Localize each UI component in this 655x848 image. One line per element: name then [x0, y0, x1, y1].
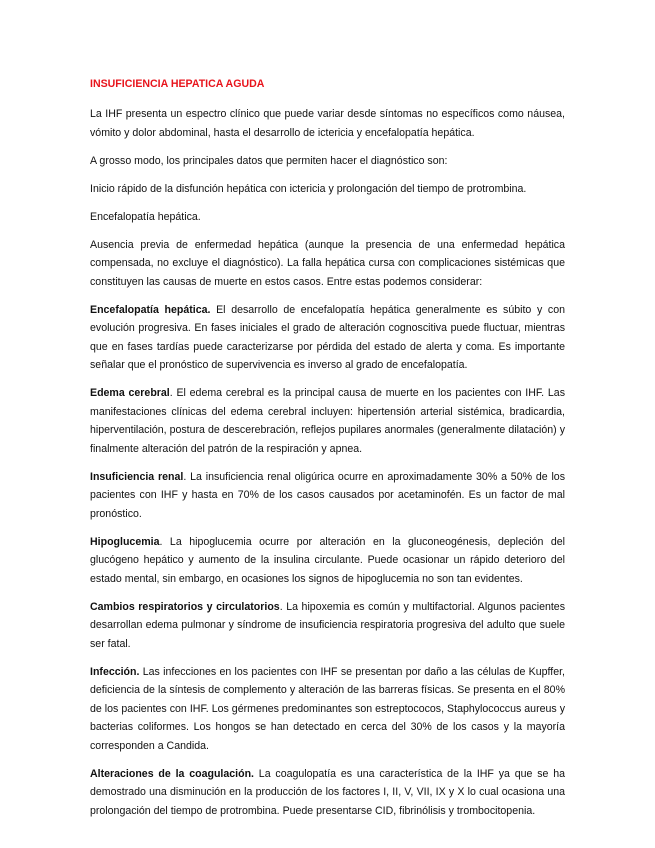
intro-paragraph-2: A grosso modo, los principales datos que permiten hacer el diagnóstico son:	[90, 154, 448, 167]
section-body: Las infecciones en los pacientes con IHF se presentan por daño a las células de Kupffer, deficiencia de la síntesis de complemento y alteración de las barreras físicas. Se presenta en el 80% de los pacientes con IHF. Los gérmenes predominantes son estreptococos, Staphylococcus aureus y bacterias coliformes. Los hongos se han detectado en cerca del 30% de los casos y la mayoría corresponden a Candida.	[90, 665, 565, 752]
section-hipoglucemia	[90, 533, 565, 589]
section-heading: Edema cerebral	[90, 387, 170, 399]
section-heading: Alteraciones de la coagulación.	[90, 767, 254, 780]
section-heading: Cambios respiratorios y circulatorios	[90, 600, 280, 613]
intro-paragraph-1: La IHF presenta un espectro clínico que puede variar desde síntomas no específicos como náusea, vómito y dolor abdominal, hasta el desarrollo de ictericia y encefalopatía hepática.	[90, 108, 565, 139]
section-body: El desarrollo de encefalopatía hepática generalmente es súbito y con evolución progresiva. En fases iniciales el grado de alteración cognoscitiva puede fluctuar, mientras que en fases tardías puede caracterizarse por pérdida del estado de alerta y coma. Es importante señalar que el pronóstico de supervivencia es inverso al grado de encefalopatía.	[90, 303, 565, 371]
intro-paragraph-4: Encefalopatía hepática.	[90, 210, 201, 223]
section-heading: Insuficiencia renal	[90, 470, 184, 483]
section-cambios-respiratorios	[90, 598, 565, 654]
section-body: . La insuficiencia renal oligúrica ocurre en aproximadamente 30% a 50% de los pacientes con IHF y hasta en 70% de los casos causados por acetaminofén. Es un factor de mal pronóstico.	[90, 470, 565, 520]
document-page	[90, 78, 565, 830]
section-insuficiencia-renal	[90, 468, 565, 524]
intro-paragraph-3: Inicio rápido de la disfunción hepática con ictericia y prolongación del tiempo de protrombina.	[90, 182, 527, 195]
document-title: INSUFICIENCIA HEPATICA AGUDA	[90, 78, 265, 90]
section-heading: Encefalopatía hepática.	[90, 303, 211, 316]
section-coagulacion	[90, 765, 565, 821]
section-heading: Hipoglucemia	[90, 535, 160, 548]
intro-paragraph-5: Ausencia previa de enfermedad hepática (aunque la presencia de una enfermedad hepática compensada, no excluye el diagnóstico). La falla hepática cursa con complicaciones sistémicas que constituyen las causas de muerte en estos casos. Entre estas podemos considerar:	[90, 238, 565, 288]
section-body: . La hipoxemia es común y multifactorial. Algunos pacientes desarrollan edema pulmonar y síndrome de insuficiencia respiratoria progresiva del adulto que suele ser fatal.	[90, 600, 565, 650]
section-infeccion	[90, 663, 565, 756]
section-body: . El edema cerebral es la principal causa de muerte en los pacientes con IHF. Las manifestaciones clínicas del edema cerebral incluyen: hipertensión arterial sistémica, bradicardia, hiperventilación, postura de descerebración, reflejos pupilares anormales (generalmente dilatación) y finalmente alteración del patrón de la respiración y apnea.	[90, 387, 565, 455]
section-edema-cerebral	[90, 384, 565, 458]
section-body: La coagulopatía es una característica de la IHF ya que se ha demostrado una disminución en la producción de los factores I, II, V, VII, IX y X lo cual ocasiona una prolongación del tiempo de protrombina. Puede presentarse CID, fibrinólisis y trombocitopenia.	[90, 767, 565, 817]
section-heading: Infección.	[90, 665, 140, 678]
section-body: . La hipoglucemia ocurre por alteración en la gluconeogénesis, depleción del glucógeno hepático y aumento de la insulina circulante. Puede ocasionar un rápido deterioro del estado mental, sin embargo, en ocasiones los signos de hipoglucemia no son tan evidentes.	[90, 535, 565, 585]
section-encefalopatia	[90, 301, 565, 375]
